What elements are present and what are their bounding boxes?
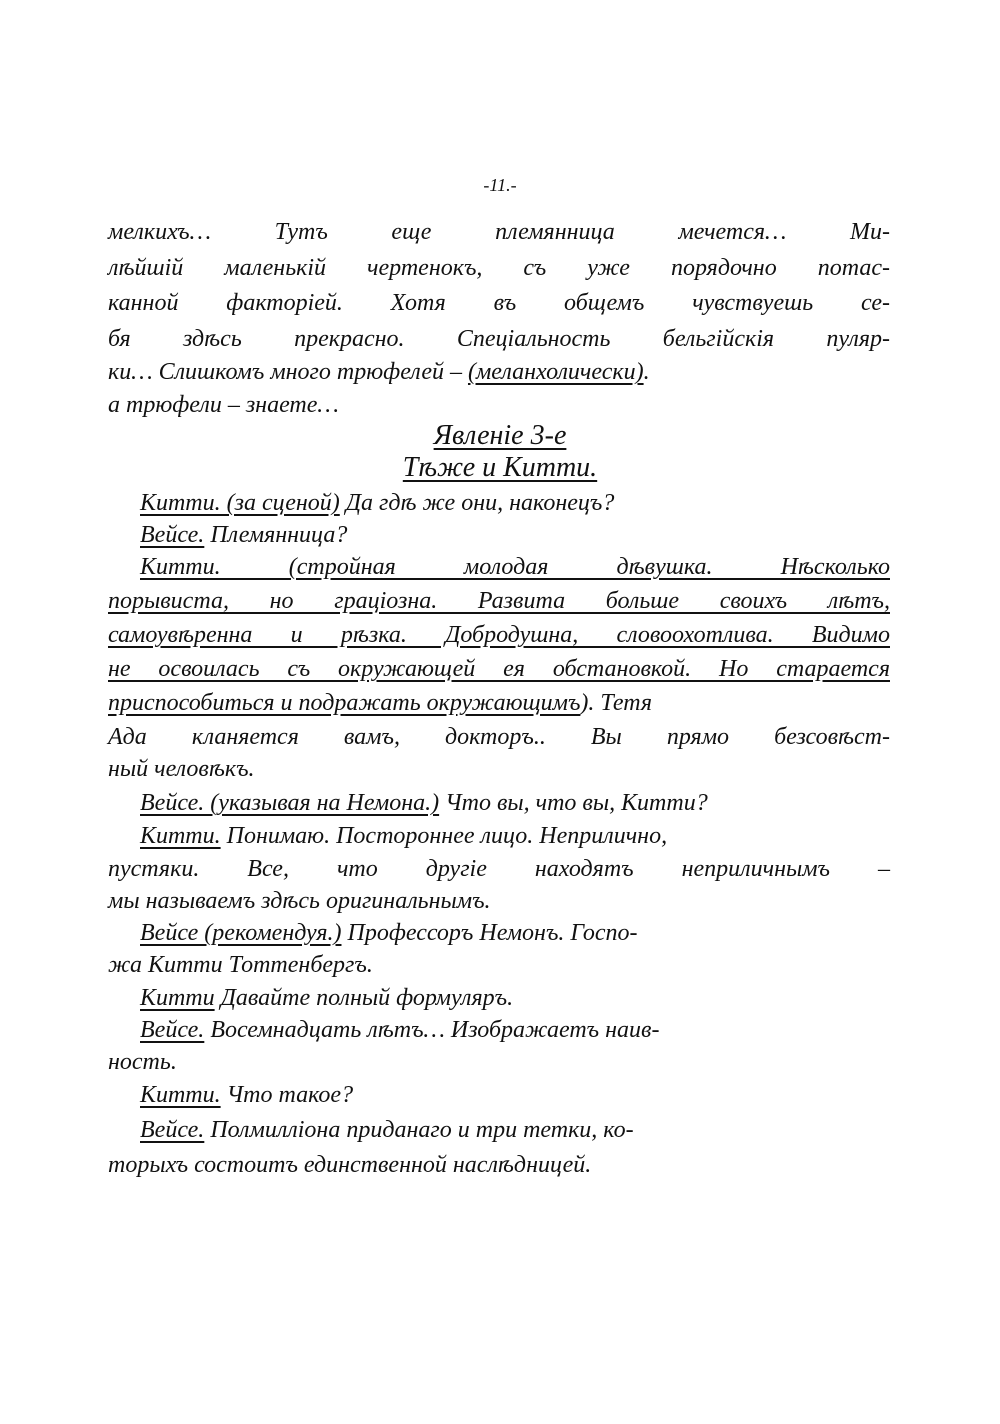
speech: Понимаю. Постороннее лицо. Неприлично, [220,823,668,849]
text-line [108,1047,890,1077]
stage-direction: порывиста, но граціозна. Развита больше своихъ лѣтъ, [108,588,890,614]
dialogue-line [140,1015,890,1045]
speech: Да гдѣ же они, наконецъ? [339,490,615,516]
speech: жа Китти Тоттенбергъ. [108,952,373,978]
stage-direction: не освоилась съ окружающей ея обстановкой. Но старается [108,656,890,682]
speech: ность. [108,1049,177,1075]
text-line [108,288,890,318]
text: лѣйшій маленькій чертенокъ, съ уже порядочно потас- [108,255,890,281]
stage-direction: самоувѣренна и рѣзка. Добродушна, словоохотлива. Видимо [108,622,890,648]
text-line [108,357,890,387]
speech: ный человѣкъ. [108,756,255,782]
scene-title: Явленіе 3-е [433,420,567,451]
dialogue-line [140,821,890,851]
scene-characters [0,452,1000,484]
stage-direction: Китти. (стройная молодая дѣвушка. Нѣсколько [140,554,890,580]
text-line [108,950,890,980]
text-line [108,586,890,616]
speech: Что такое? [220,1082,354,1108]
dialogue-line [140,552,890,582]
speech: Профессоръ Немонъ. Госпо- [341,920,638,946]
dialogue-line [140,788,890,818]
scene-heading [0,420,1000,452]
speaker: Китти [140,985,215,1011]
speech: мы называемъ здѣсь оригинальнымъ. [108,888,491,914]
text-line [108,324,890,354]
text-line [108,688,890,718]
dialogue-line [140,983,890,1013]
stage-direction: (меланхолически) [467,359,644,385]
speaker: Вейсе. (указывая на Немона.) [140,790,440,816]
text: канной факторіей. Хотя въ общемъ чувствуешь се- [108,290,890,316]
dialogue-line [140,1080,890,1110]
text: мелкихъ… Тутъ еще племянница мечется… Ми- [108,219,890,245]
speaker: Вейсе (рекомендуя.) [140,920,342,946]
text: ки… Слишкомъ много трюфелей – [108,359,468,385]
speech: Что вы, что вы, Китти? [439,790,708,816]
text-line [108,654,890,684]
text-line [108,217,890,247]
dialogue-line [140,520,890,550]
text: бя здѣсь прекрасно. Спеціальность бельгійскія пуляр- [108,326,890,352]
speech: Восемнадцать лѣтъ… Изображаетъ наив- [204,1017,660,1043]
speech: Давайте полный формуляръ. [214,985,514,1011]
text: а трюфели – знаете… [108,392,339,418]
text-line [108,390,890,420]
text-line [108,886,890,916]
speaker: Китти. [140,1082,221,1108]
speech: Племянница? [204,522,348,548]
text-line [108,722,890,752]
text: . [643,359,650,385]
text-line [108,754,890,784]
speaker: Вейсе. [140,1117,205,1143]
text-line [108,1150,890,1180]
text-line [108,620,890,650]
text-line [108,253,890,283]
dialogue-line [140,488,890,518]
text-line [108,854,890,884]
dialogue-line [140,918,890,948]
stage-direction: приспособиться и подражать окружающимъ [108,690,581,716]
speaker: Вейсе. [140,522,205,548]
speech: ). Тетя [580,690,652,716]
page-number: -11.- [483,175,517,195]
speaker: Китти. [140,823,221,849]
speech: торыхъ состоитъ единственной наслѣдницей. [108,1152,592,1178]
speaker: Китти. (за сценой) [140,490,340,516]
speaker: Вейсе. [140,1017,205,1043]
speech: пустяки. Все, что другіе находятъ неприличнымъ – [108,856,890,882]
speech: Ада кланяется вамъ, докторъ.. Вы прямо безсовѣст- [108,724,890,750]
scene-cast: Тѣже и Китти. [402,452,598,483]
dialogue-line [140,1115,890,1145]
speech: Полмилліона приданаго и три тетки, ко- [204,1117,634,1143]
